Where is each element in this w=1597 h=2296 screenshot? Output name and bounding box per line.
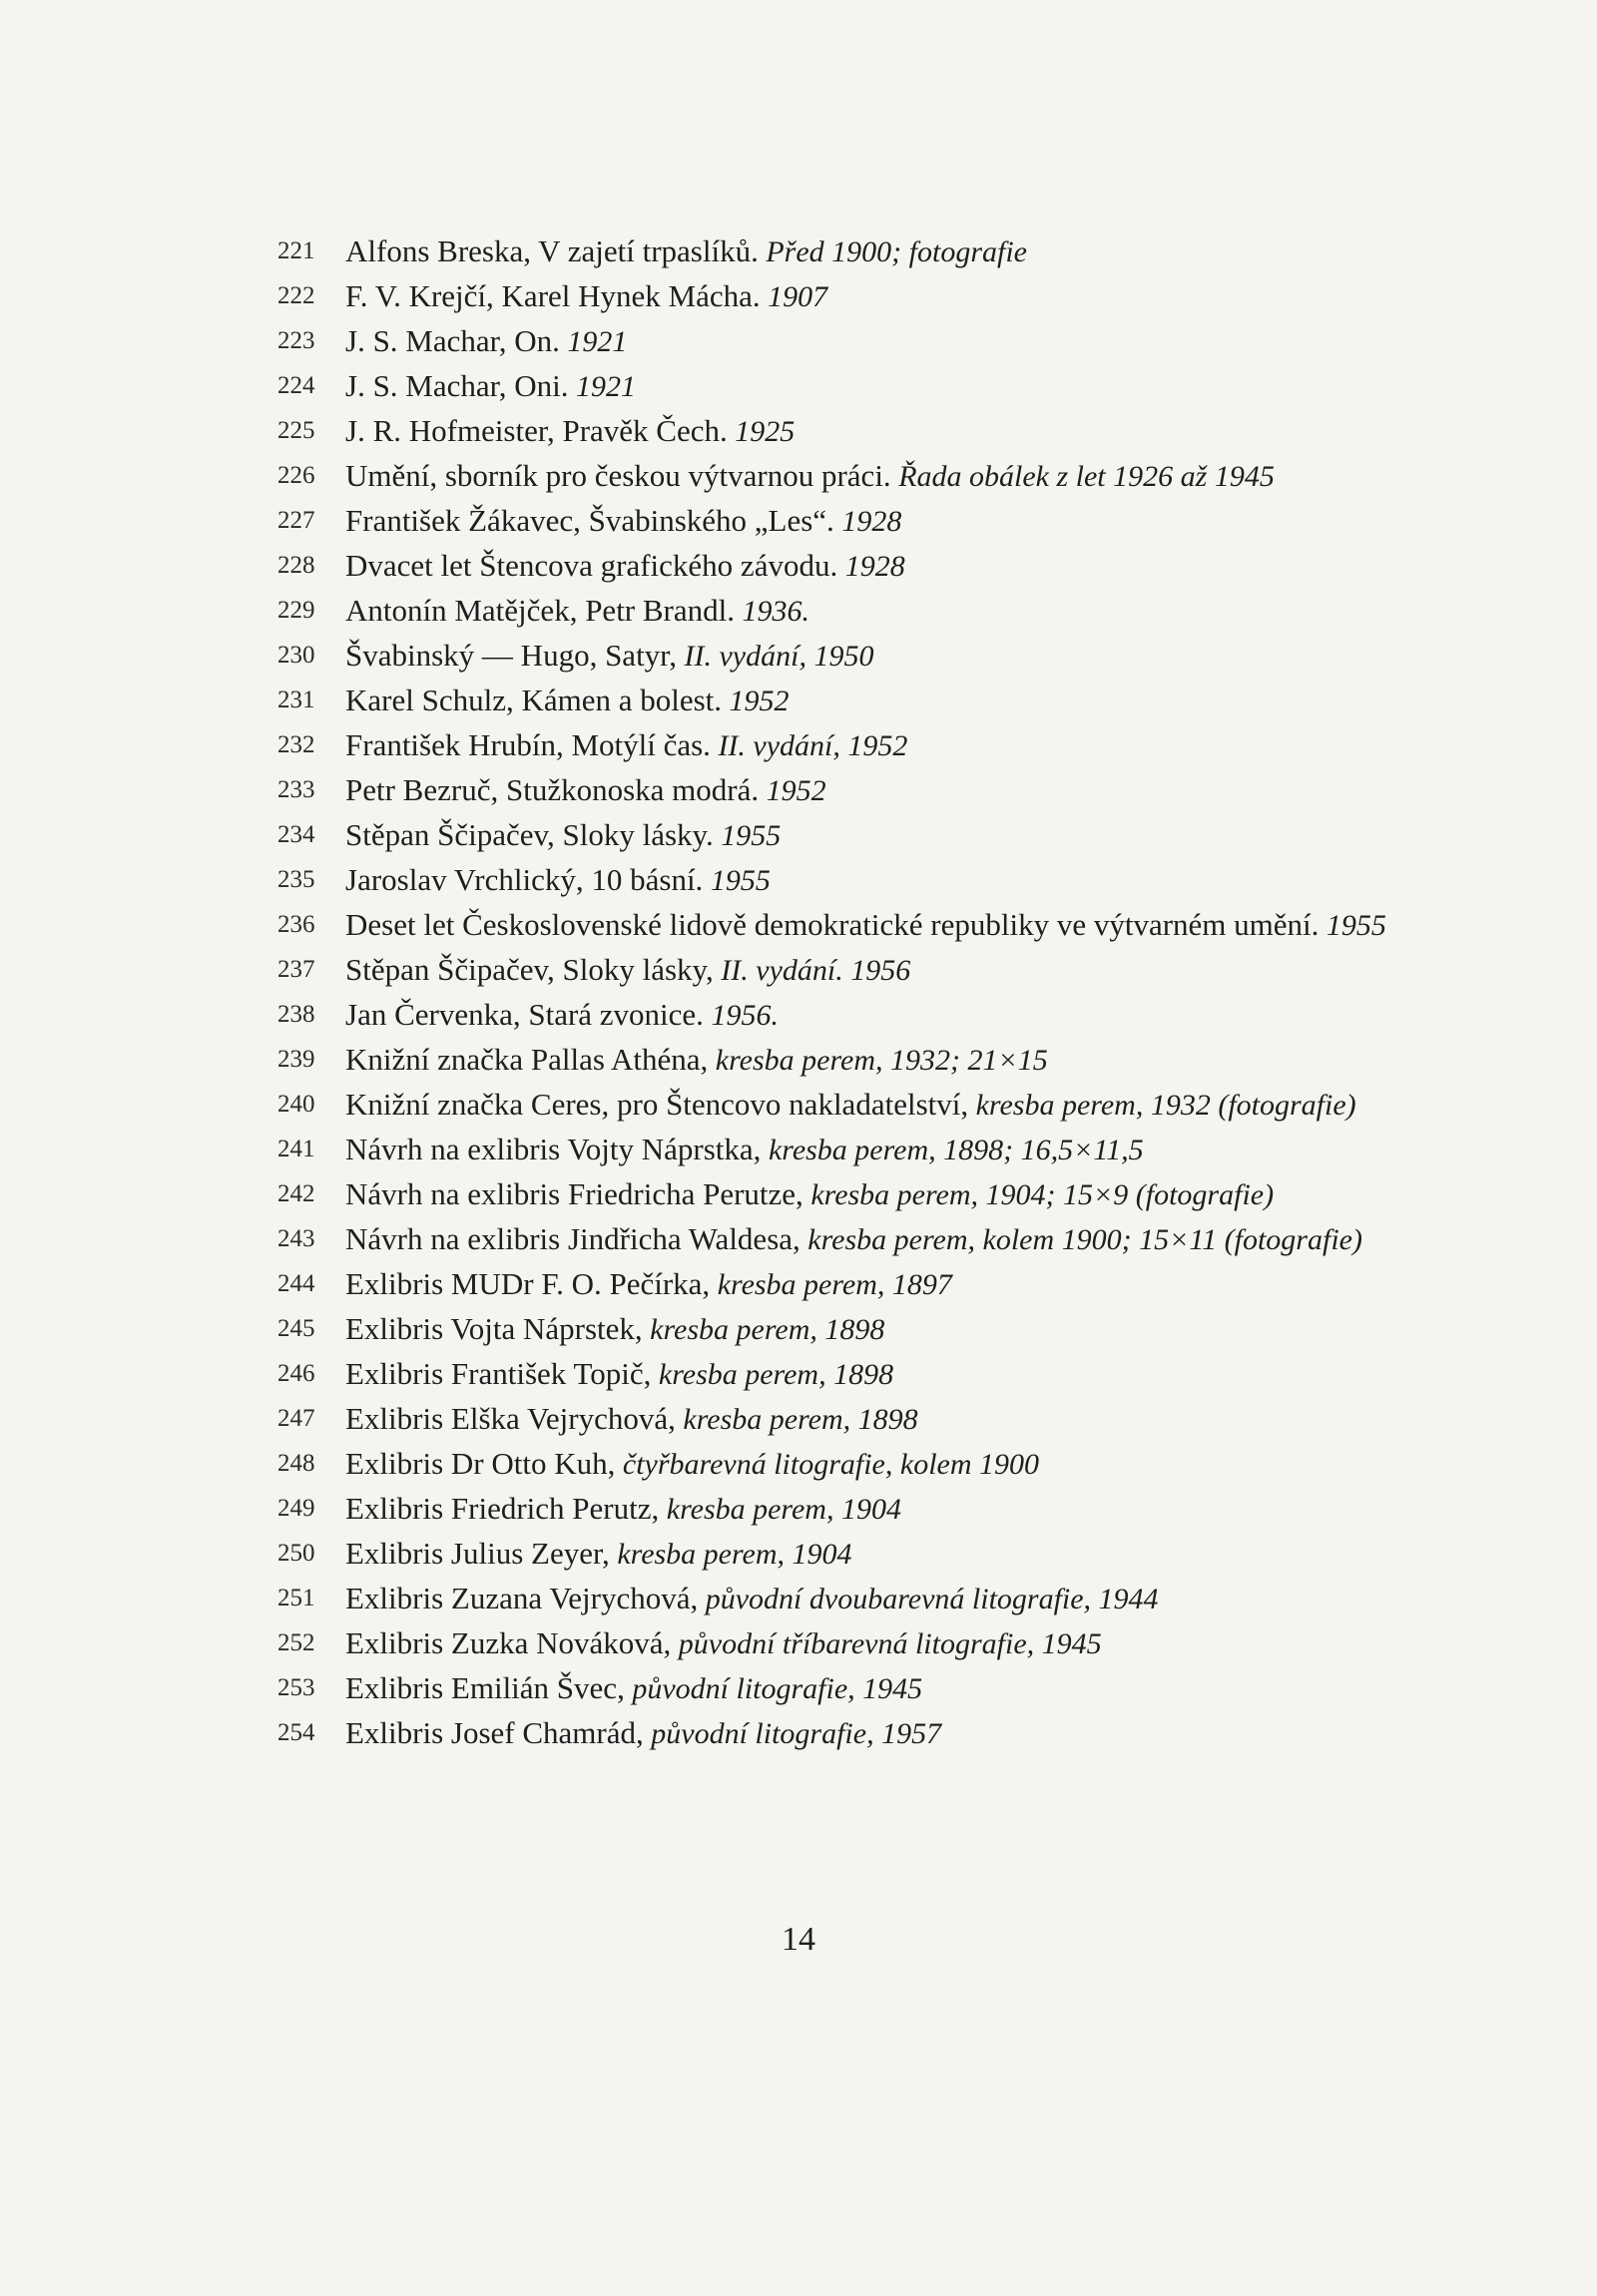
entry-text: Návrh na exlibris Friedricha Perutze, [345, 1176, 803, 1211]
catalog-entry-226 [277, 454, 1475, 499]
entry-text: František Hrubín, Motýlí čas. [345, 727, 711, 762]
entry-note: čtyřbarevná litografie, kolem 1900 [615, 1448, 1040, 1481]
entry-note: 1921 [559, 325, 628, 358]
catalog-entry-250 [277, 1532, 1475, 1577]
entry-number: 234 [277, 821, 315, 848]
entry-note: 1921 [568, 370, 636, 403]
entry-text: Návrh na exlibris Vojty Náprstka, [345, 1132, 762, 1166]
catalog-entry-241 [277, 1128, 1475, 1172]
entry-note: kresba perem, 1932 (fotografie) [968, 1089, 1356, 1122]
entry-note: kresba perem, 1932; 21×15 [708, 1044, 1048, 1077]
entry-text: Dvacet let Štencova grafického závodu. [345, 548, 838, 583]
entry-text: Exlibris Julius Zeyer, [345, 1536, 610, 1571]
entry-note: kresba perem, 1898 [651, 1358, 894, 1391]
entry-note: původní tříbarevná litografie, 1945 [671, 1627, 1102, 1660]
entry-note: 1907 [760, 280, 828, 313]
catalog-list [277, 230, 1475, 1756]
entry-note: původní dvoubarevná litografie, 1944 [698, 1583, 1159, 1615]
entry-note: 1955 [713, 819, 782, 852]
entry-text: František Žákavec, Švabinského „Les“. [345, 503, 834, 538]
entry-text: Exlibris Josef Chamrád, [345, 1715, 644, 1750]
entry-number: 244 [277, 1270, 315, 1297]
entry-number: 223 [277, 327, 315, 354]
entry-number: 238 [277, 1001, 315, 1028]
entry-number: 241 [277, 1136, 315, 1162]
entry-number: 230 [277, 642, 315, 669]
entry-note: 1925 [727, 415, 796, 448]
entry-number: 249 [277, 1495, 315, 1522]
entry-note: kresba perem, 1898 [642, 1313, 885, 1346]
entry-number: 252 [277, 1629, 315, 1656]
entry-number: 243 [277, 1225, 315, 1252]
entry-note: kresba perem, 1904; 15×9 (fotografie) [802, 1178, 1275, 1211]
entry-note: kresba perem, 1897 [710, 1268, 952, 1301]
catalog-entry-232 [277, 723, 1475, 768]
catalog-entry-234 [277, 813, 1475, 858]
catalog-entry-240 [277, 1083, 1475, 1128]
entry-text: Petr Bezruč, Stužkonoska modrá. [345, 772, 760, 807]
entry-note: kresba perem, 1904 [659, 1493, 901, 1526]
entry-number: 228 [277, 552, 315, 579]
catalog-entry-249 [277, 1487, 1475, 1532]
entry-text: Exlibris Dr Otto Kuh, [345, 1446, 616, 1481]
entry-number: 250 [277, 1540, 315, 1567]
entry-note: 1928 [833, 505, 902, 538]
catalog-entry-252 [277, 1621, 1475, 1666]
entry-text: Stěpan Ščipačev, Sloky lásky, [345, 952, 714, 987]
catalog-entry-233 [277, 768, 1475, 813]
entry-note: II. vydání. 1956 [713, 954, 911, 987]
catalog-entry-246 [277, 1352, 1475, 1397]
entry-text: J. R. Hofmeister, Pravěk Čech. [345, 413, 728, 448]
entry-text: Exlibris Friedrich Perutz, [345, 1491, 660, 1526]
entry-text: Švabinský — Hugo, Satyr, [345, 638, 678, 673]
entry-text: Exlibris Vojta Náprstek, [345, 1311, 643, 1346]
catalog-entry-254 [277, 1711, 1475, 1756]
catalog-entry-222 [277, 274, 1475, 319]
entry-number: 233 [277, 776, 315, 803]
entry-number: 251 [277, 1585, 315, 1611]
entry-text: Stěpan Ščipačev, Sloky lásky. [345, 817, 714, 852]
catalog-entry-245 [277, 1307, 1475, 1352]
entry-number: 221 [277, 237, 315, 264]
entry-number: 254 [277, 1719, 315, 1746]
entry-note: Před 1900; fotografie [758, 235, 1027, 268]
entry-text: Exlibris Zuzka Nováková, [345, 1625, 672, 1660]
catalog-entry-227 [277, 499, 1475, 544]
entry-note: 1936. [735, 595, 809, 628]
entry-number: 232 [277, 731, 315, 758]
entry-text: Knižní značka Pallas Athéna, [345, 1042, 709, 1077]
entry-text: Jan Červenka, Stará zvonice. [345, 997, 704, 1032]
entry-number: 231 [277, 687, 315, 713]
entry-text: Knižní značka Ceres, pro Štencovo nakladatelství, [345, 1087, 969, 1122]
catalog-entry-228 [277, 544, 1475, 589]
catalog-entry-253 [277, 1666, 1475, 1711]
catalog-entry-225 [277, 409, 1475, 454]
catalog-entry-229 [277, 589, 1475, 634]
catalog-entry-244 [277, 1262, 1475, 1307]
entry-number: 222 [277, 282, 315, 309]
page-number: 14 [782, 1921, 815, 1958]
entry-note: 1928 [837, 550, 905, 583]
catalog-entry-223 [277, 319, 1475, 364]
catalog-entry-231 [277, 679, 1475, 723]
entry-number: 246 [277, 1360, 315, 1387]
entry-number: 237 [277, 956, 315, 983]
catalog-entry-247 [277, 1397, 1475, 1442]
entry-note: II. vydání, 1952 [710, 729, 908, 762]
entry-number: 235 [277, 866, 315, 893]
entry-text: Exlibris Zuzana Vejrychová, [345, 1581, 699, 1615]
entry-text: J. S. Machar, On. [345, 323, 560, 358]
entry-text: Alfons Breska, V zajetí trpaslíků. [345, 233, 759, 268]
catalog-entry-251 [277, 1577, 1475, 1621]
entry-number: 240 [277, 1091, 315, 1118]
catalog-entry-239 [277, 1038, 1475, 1083]
entry-text: Exlibris Elška Vejrychová, [345, 1401, 676, 1436]
entry-note: 1956. [703, 999, 779, 1032]
entry-number: 245 [277, 1315, 315, 1342]
catalog-entry-248 [277, 1442, 1475, 1487]
catalog-entry-236 [277, 903, 1475, 948]
entry-text: Návrh na exlibris Jindřicha Waldesa, [345, 1221, 800, 1256]
entry-number: 247 [277, 1405, 315, 1432]
entry-note: II. vydání, 1950 [677, 640, 874, 673]
catalog-entry-237 [277, 948, 1475, 993]
entry-number: 236 [277, 911, 315, 938]
entry-note: původní litografie, 1945 [624, 1672, 923, 1705]
entry-note: 1952 [759, 774, 826, 807]
entry-note: kresba perem, 1898 [675, 1403, 918, 1436]
entry-text: F. V. Krejčí, Karel Hynek Mácha. [345, 278, 761, 313]
entry-text: Exlibris MUDr F. O. Pečírka, [345, 1266, 711, 1301]
entry-text: Deset let Československé lidově demokratické republiky ve výtvarném umění. [345, 907, 1320, 942]
catalog-entry-235 [277, 858, 1475, 903]
entry-number: 225 [277, 417, 315, 444]
catalog-entry-242 [277, 1172, 1475, 1217]
entry-note: kresba perem, 1904 [609, 1538, 852, 1571]
entry-number: 253 [277, 1674, 315, 1701]
catalog-entry-243 [277, 1217, 1475, 1262]
entry-note: Řada obálek z let 1926 až 1945 [890, 460, 1275, 493]
entry-text: Jaroslav Vrchlický, 10 básní. [345, 862, 704, 897]
entry-number: 248 [277, 1450, 315, 1477]
entry-note: kresba perem, kolem 1900; 15×11 (fotografie) [799, 1223, 1362, 1256]
entry-text: Exlibris František Topič, [345, 1356, 652, 1391]
catalog-entry-221 [277, 230, 1475, 274]
catalog-entry-238 [277, 993, 1475, 1038]
entry-note: 1955 [1319, 909, 1386, 942]
entry-number: 227 [277, 507, 315, 534]
catalog-entry-230 [277, 634, 1475, 679]
entry-number: 242 [277, 1180, 315, 1207]
catalog-entry-224 [277, 364, 1475, 409]
entry-text: Umění, sborník pro českou výtvarnou práci. [345, 458, 891, 493]
entry-note: kresba perem, 1898; 16,5×11,5 [761, 1134, 1144, 1166]
entry-text: Exlibris Emilián Švec, [345, 1670, 625, 1705]
entry-number: 224 [277, 372, 315, 399]
entry-number: 229 [277, 597, 315, 624]
entry-text: Antonín Matějček, Petr Brandl. [345, 593, 735, 628]
entry-note: 1952 [722, 685, 790, 717]
entry-text: J. S. Machar, Oni. [345, 368, 569, 403]
entry-number: 239 [277, 1046, 315, 1073]
entry-note: 1955 [703, 864, 771, 897]
entry-note: původní litografie, 1957 [643, 1717, 942, 1750]
entry-text: Karel Schulz, Kámen a bolest. [345, 683, 723, 717]
entry-number: 226 [277, 462, 315, 489]
